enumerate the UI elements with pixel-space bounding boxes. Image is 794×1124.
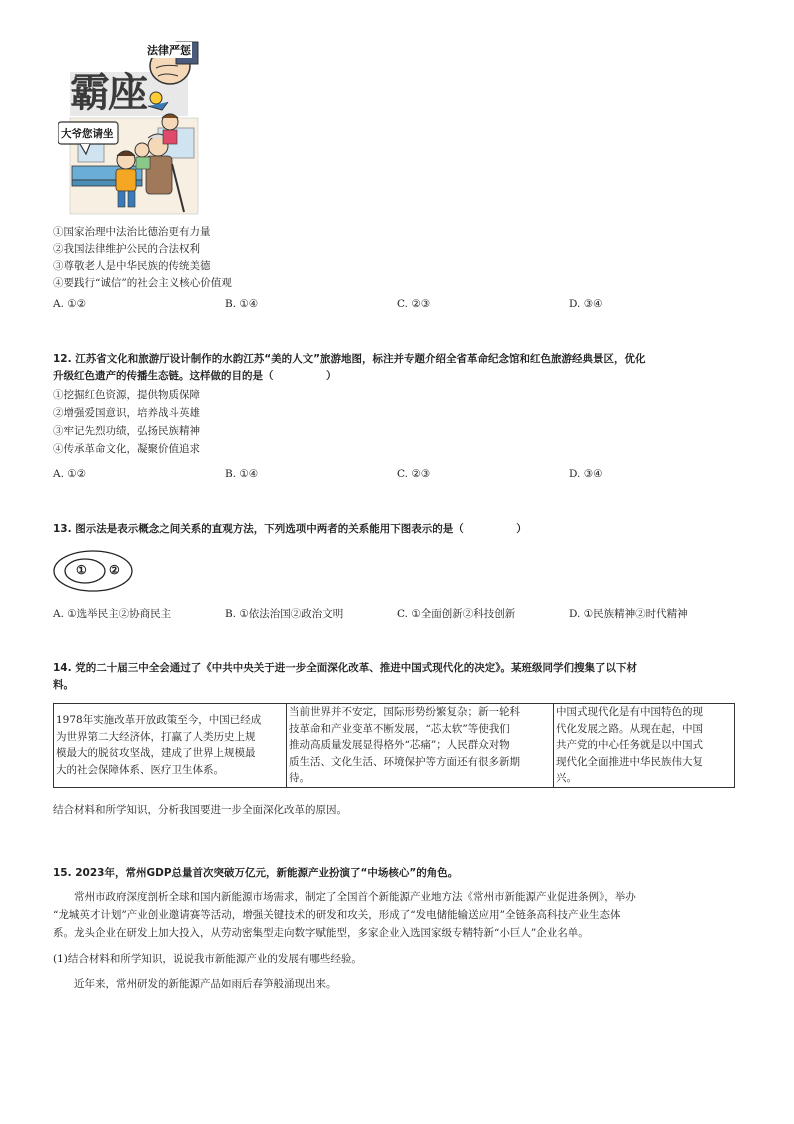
q13-stem: 13. 图示法是表示概念之间关系的直观方法，下列选项中两者的关系能用下图表示的是（ ） xyxy=(53,523,527,535)
q13-option-d[interactable]: D. ①民族精神②时代精神 xyxy=(569,608,688,620)
para-line: “龙城英才计划”产业创业邀请赛等活动，增强关键技术的研发和攻关，形成了“发电储能输送应用”全链条高科技产业生态体 xyxy=(53,909,621,921)
cell-line: 质生活、文化生活、环境保护等方面还有很多新期 xyxy=(289,755,520,768)
q14-task: 结合材料和所学知识，分析我国要进一步全面深化改革的原因。 xyxy=(53,804,347,816)
cartoon-illustration xyxy=(58,36,203,218)
q12-option-b[interactable]: B. ①④ xyxy=(225,468,259,480)
statement: ①挖掘红色资源，提供物质保障 xyxy=(53,389,200,401)
cell-line: 中国式现代化是有中国特色的现 xyxy=(556,706,703,718)
cell-line: 推动高质量发展显得格外“芯痛”；人民群众对物 xyxy=(289,739,510,751)
diagram-label-1: ① xyxy=(76,563,87,577)
nested-ellipses xyxy=(52,549,134,593)
q12-option-d[interactable]: D. ③④ xyxy=(569,468,603,480)
material-cell-3 xyxy=(554,704,735,788)
q11-option-a[interactable]: A. ①② xyxy=(53,298,87,310)
material-cell-2 xyxy=(287,704,554,788)
q13-option-c[interactable]: C. ①全面创新②科技创新 xyxy=(397,608,516,620)
statement: ③牢记先烈功绩，弘扬民族精神 xyxy=(53,425,200,437)
para-line: 系。龙头企业在研发上加大投入，从劳动密集型走向数字赋能型，多家企业入选国家级专精特新“小巨人”企业名单。 xyxy=(53,927,589,939)
cell-line: 模最大的脱贫攻坚战，建成了世界上规模最 xyxy=(56,747,256,759)
q15-material-paragraph xyxy=(53,888,743,942)
q13-option-b[interactable]: B. ①依法治国②政治文明 xyxy=(225,608,344,620)
q12-option-a[interactable]: A. ①② xyxy=(53,468,87,480)
q14-stem-line2: 料。 xyxy=(53,679,74,691)
statement: ②我国法律维护公民的合法权利 xyxy=(53,243,200,255)
cell-line: 代化发展之路。从现在起，中国 xyxy=(556,722,703,735)
q15-stem: 15. 2023年，常州GDP总量首次突破万亿元，新能源产业扮演了“中场核心”的角色。 xyxy=(53,867,459,879)
cell-line: 共产党的中心任务就是以中国式 xyxy=(556,739,703,751)
q15-subquestion-1: (1)结合材料和所学知识，说说我市新能源产业的发展有哪些经验。 xyxy=(53,953,362,965)
cell-line: 1978年实施改革开放政策至今，中国已经成 xyxy=(56,714,262,726)
statement: ④要践行“诚信”的社会主义核心价值观 xyxy=(53,277,232,289)
material-cell-1 xyxy=(54,704,287,788)
cell-line: 技革命和产业变革不断发展，“芯太软”等使我们 xyxy=(289,722,510,735)
q12-stem-line1: 12. 江苏省文化和旅游厅设计制作的水韵江苏“美的人文”旅游地图，标注并专题介绍全省革命纪念馆和红色旅游经典景区，优化 xyxy=(53,353,646,365)
cell-line: 当前世界并不安定，国际形势纷繁复杂；新一轮科 xyxy=(289,706,520,718)
cell-line: 大的社会保障体系、医疗卫生体系。 xyxy=(56,763,224,776)
q14-stem-line1: 14. 党的二十届三中全会通过了《中共中央关于进一步全面深化改革、推进中国式现代化的决定》。某班级同学们搜集了以下材 xyxy=(53,662,638,674)
statement: ②增强爱国意识，培养战斗英雄 xyxy=(53,407,200,419)
cell-line: 为世界第二大经济体，打赢了人类历史上规 xyxy=(56,730,256,743)
q11-statements xyxy=(53,224,232,292)
q12-statements xyxy=(53,386,200,458)
cell-line: 现代化全面推进中华民族伟大复 xyxy=(556,755,703,768)
statement: ①国家治理中法治比德治更有力量 xyxy=(53,226,211,238)
statement: ③尊敬老人是中华民族的传统美德 xyxy=(53,260,211,272)
cartoon-bubble-text: 大爷您请坐 xyxy=(61,128,114,140)
cell-line: 待。 xyxy=(289,772,310,784)
q12-stem-line2: 升级红色遗产的传播生态链。这样做的目的是（ ） xyxy=(53,370,337,382)
q15-answer-line: 近年来，常州研发的新能源产品如雨后春笋般涌现出来。 xyxy=(74,978,337,990)
q11-option-d[interactable]: D. ③④ xyxy=(569,298,603,310)
table-row xyxy=(54,704,735,788)
cartoon-caption: 法律严惩 xyxy=(147,44,191,57)
q11-option-b[interactable]: B. ①④ xyxy=(225,298,259,310)
para-line: 常州市政府深度剖析全球和国内新能源市场需求，制定了全国首个新能源产业地方法《常州市新能源产业促进条例》，举办 xyxy=(74,891,636,903)
cell-line: 兴。 xyxy=(556,772,577,784)
q12-option-c[interactable]: C. ②③ xyxy=(397,468,431,480)
q11-option-c[interactable]: C. ②③ xyxy=(397,298,431,310)
q14-material-table xyxy=(53,703,735,788)
q13-option-a[interactable]: A. ①选举民主②协商民主 xyxy=(53,608,172,620)
statement: ④传承革命文化，凝聚价值追求 xyxy=(53,443,200,455)
cartoon-big-text: 霸座 xyxy=(70,70,146,116)
q13-venn-diagram xyxy=(52,549,134,593)
diagram-label-2: ② xyxy=(109,563,120,577)
